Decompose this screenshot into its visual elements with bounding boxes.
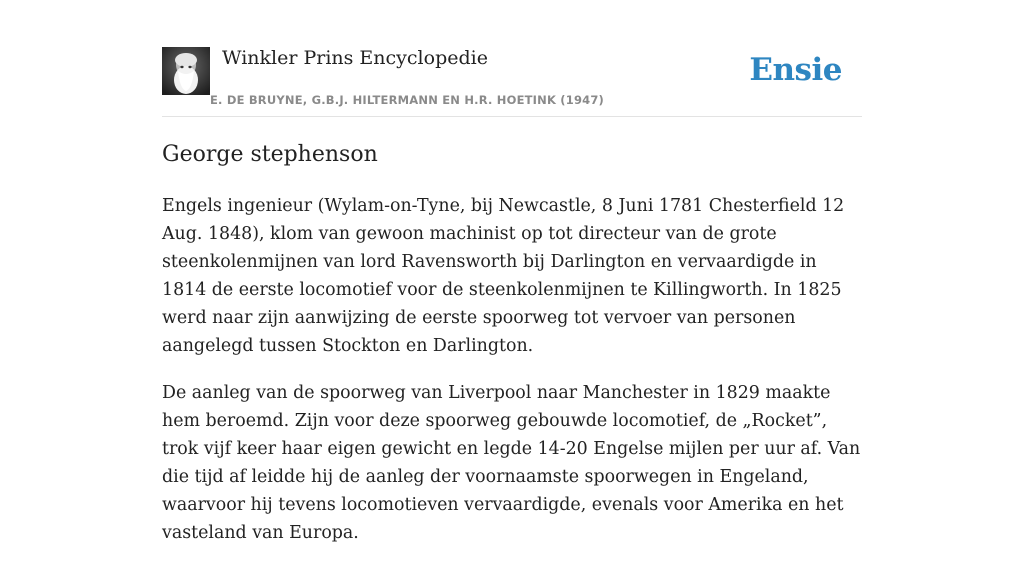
ensie-logo[interactable]: Ensie <box>749 52 842 88</box>
article-body <box>162 192 862 566</box>
encyclopedia-header <box>162 46 862 117</box>
article-title: George stephenson <box>162 142 378 167</box>
encyclopedia-title[interactable]: Winkler Prins Encyclopedie <box>222 47 488 69</box>
encyclopedia-authors: E. DE BRUYNE, G.B.J. HILTERMANN EN H.R. HOETINK (1947) <box>210 93 605 107</box>
author-avatar[interactable] <box>162 47 210 95</box>
portrait-icon <box>162 47 210 95</box>
article-paragraph: De aanleg van de spoorweg van Liverpool naar Manchester in 1829 maakte hem beroemd. Zijn voor deze spoorweg gebouwde locomotief, de „Rocket”, trok vijf keer haar eigen gewicht en legde 14-20 Engelse mijlen per uur af. Van die tijd af leidde hij de aanleg der voornaamste spoorwegen in Engeland, waarvoor hij tevens locomotieven vervaardigde, evenals voor Amerika en het vasteland van Europa. <box>162 383 861 543</box>
article-paragraph: Engels ingenieur (Wylam-on-Tyne, bij Newcastle, 8 Juni 1781 Chesterfield 12 Aug. 1848), klom van gewoon machinist op tot directeur van de grote steenkolenmijnen van lord Ravensworth bij Darlington en vervaardigde in 1814 de eerste locomotief voor de steenkolenmijnen te Killingworth. In 1825 werd naar zijn aanwijzing de eerste spoorweg tot vervoer van personen aangelegd tussen Stockton en Darlington. <box>162 196 845 356</box>
